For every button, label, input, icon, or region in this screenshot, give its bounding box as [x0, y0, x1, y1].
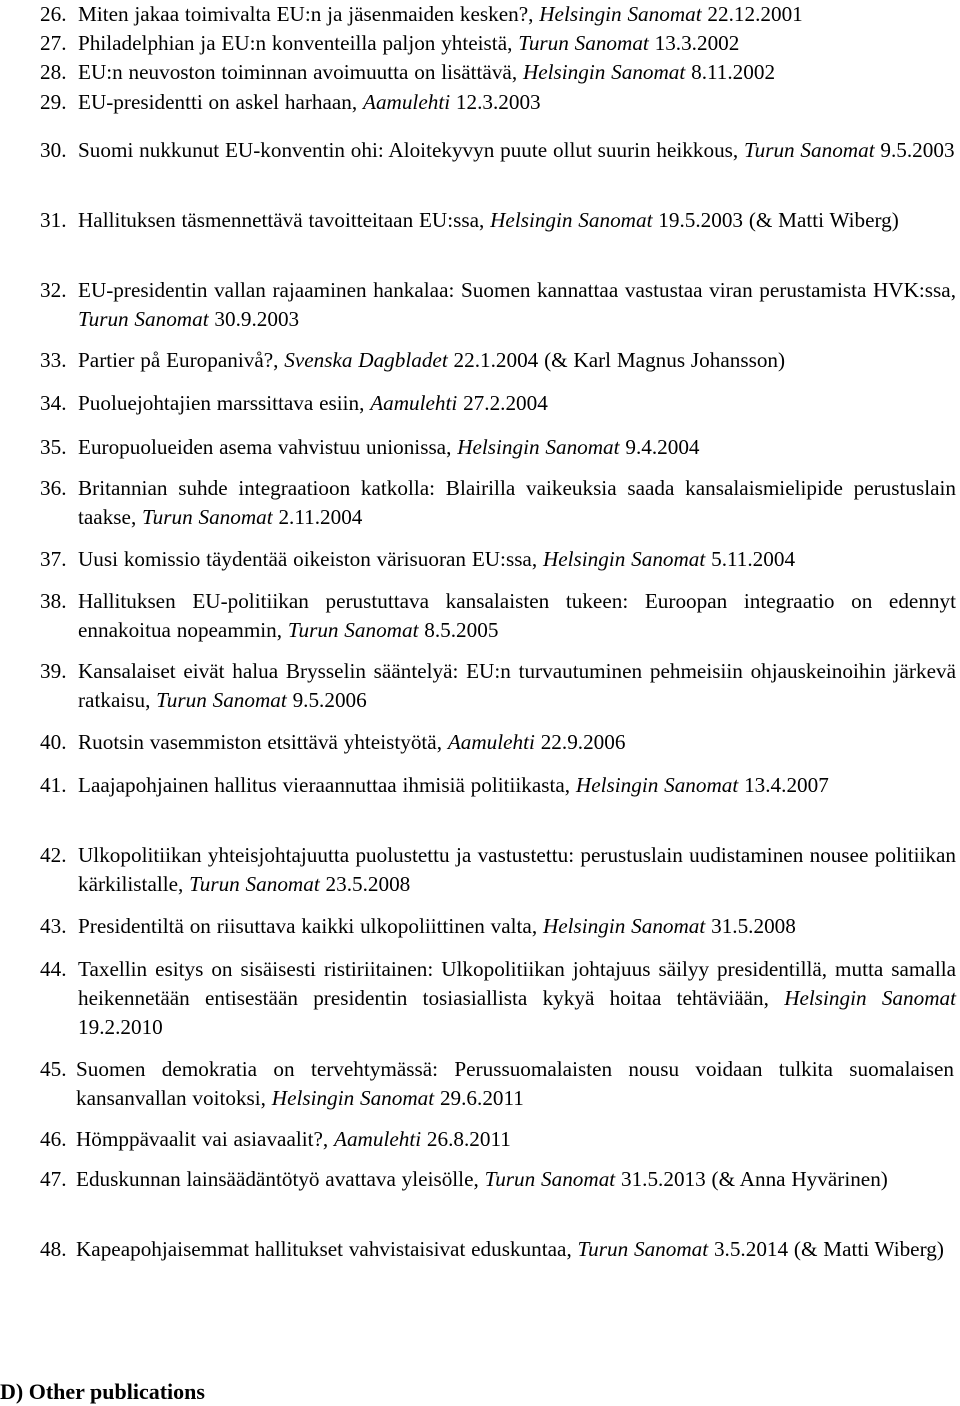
- item-title: EU:n neuvoston toiminnan avoimuutta on lisättävä,: [78, 60, 523, 84]
- item-date: 30.9.2003: [208, 307, 300, 331]
- item-number: 35.: [40, 435, 67, 459]
- item-source: Helsingin Sanomat: [575, 773, 739, 797]
- item-number: 44.: [40, 957, 67, 981]
- list-item: [40, 29, 956, 58]
- item-date: 22.1.2004 (& Karl Magnus Johansson): [447, 348, 786, 372]
- item-date: 26.8.2011: [421, 1127, 511, 1151]
- item-number: 41.: [40, 773, 67, 797]
- item-date: 22.12.2001: [701, 2, 803, 26]
- item-source: Helsingin Sanomat: [542, 914, 706, 938]
- item-title: Hömppävaalit vai asiavaalit?,: [76, 1127, 335, 1151]
- list-item: [40, 587, 956, 645]
- item-number: 34.: [40, 391, 67, 415]
- list-item: [40, 389, 956, 418]
- item-date: 5.11.2004: [705, 547, 796, 571]
- list-item: [40, 474, 956, 532]
- item-number: 38.: [40, 589, 67, 613]
- list-item: [40, 206, 956, 235]
- item-title: Hallituksen EU-politiikan perustuttava kansalaisten tukeen: Euroopan integraatio on edennyt ennakoitua nopeammin,: [78, 589, 956, 642]
- item-source: Helsingin Sanomat: [490, 208, 653, 232]
- item-date: 9.4.2004: [619, 435, 700, 459]
- list-item: [40, 1165, 954, 1194]
- item-number: 33.: [40, 348, 67, 372]
- item-date: 22.9.2006: [534, 730, 626, 754]
- item-number: 47.: [40, 1167, 67, 1191]
- item-number: 40.: [40, 730, 67, 754]
- item-title: Laajapohjainen hallitus vieraannuttaa ihmisiä politiikasta,: [78, 773, 576, 797]
- item-date: 23.5.2008: [319, 872, 411, 896]
- item-title: EU-presidentin vallan rajaaminen hankalaa: Suomen kannattaa vastustaa viran perustamista HVK:ssa,: [78, 278, 956, 302]
- item-source: Helsingin Sanomat: [522, 60, 686, 84]
- item-date: 19.5.2003 (& Matti Wiberg): [652, 208, 899, 232]
- item-date: 13.4.2007: [738, 773, 829, 797]
- list-item: [40, 841, 956, 899]
- item-title: Taxellin esitys on sisäisesti ristiriitainen: Ulkopolitiikan johtajuus säilyy presidentillä, mutta samalla heikennetään entisestään presidentin tosiasiallista kykyä hoitaa tehtäviään,: [78, 957, 956, 1010]
- item-number: 27.: [40, 31, 67, 55]
- list-item: [40, 433, 956, 462]
- list-item: [40, 728, 956, 757]
- list-item: [40, 1235, 954, 1264]
- item-number: 43.: [40, 914, 67, 938]
- item-date: 2.11.2004: [272, 505, 363, 529]
- item-number: 36.: [40, 476, 67, 500]
- item-number: 46.: [40, 1127, 67, 1151]
- item-date: 8.5.2005: [418, 618, 499, 642]
- list-item: [40, 1125, 954, 1154]
- item-title: Suomi nukkunut EU-konventin ohi: Aloitekyvyn puute ollut suurin heikkous,: [78, 138, 744, 162]
- item-number: 28.: [40, 60, 67, 84]
- item-date: 12.3.2003: [450, 90, 541, 114]
- list-item: [40, 955, 956, 1042]
- item-source: Turun Sanomat: [156, 688, 287, 712]
- item-title: Europuolueiden asema vahvistuu unionissa,: [78, 435, 458, 459]
- item-title: Philadelphian ja EU:n konventeilla paljon yhteistä,: [78, 31, 519, 55]
- item-source: Aamulehti: [370, 391, 458, 415]
- item-title: Eduskunnan lainsäädäntötyö avattava yleisölle,: [76, 1167, 485, 1191]
- item-number: 30.: [40, 138, 67, 162]
- list-item: [40, 58, 956, 87]
- item-title: Ulkopolitiikan yhteisjohtajuutta puolustettu ja vastustettu: perustuslain uudistaminen nousee politiikan kärkilistalle,: [78, 843, 956, 896]
- item-title: Britannian suhde integraatioon katkolla: Blairilla vaikeuksia saada kansalaismielipide perustuslain taakse,: [78, 476, 956, 529]
- item-date: 9.5.2006: [286, 688, 367, 712]
- item-source: Turun Sanomat: [189, 872, 320, 896]
- item-date: 9.5.2003: [874, 138, 955, 162]
- item-number: 37.: [40, 547, 67, 571]
- item-source: Aamulehti: [447, 730, 535, 754]
- list-item: [40, 1055, 954, 1113]
- item-date: 3.5.2014 (& Matti Wiberg): [708, 1237, 944, 1261]
- item-title: Kapeapohjaisemmat hallitukset vahvistaisivat eduskuntaa,: [76, 1237, 578, 1261]
- item-title: Partier på Europanivå?,: [78, 348, 285, 372]
- item-source: Helsingin Sanomat: [457, 435, 620, 459]
- item-title: Hallituksen täsmennettävä tavoitteitaan EU:ssa,: [78, 208, 491, 232]
- list-item: [40, 657, 956, 715]
- item-source: Turun Sanomat: [577, 1237, 709, 1261]
- item-source: Helsingin Sanomat: [784, 986, 956, 1010]
- item-number: 31.: [40, 208, 67, 232]
- item-number: 48.: [40, 1237, 67, 1261]
- item-source: Turun Sanomat: [142, 505, 273, 529]
- item-number: 32.: [40, 278, 67, 302]
- item-title: Suomen demokratia on tervehtymässä: Perussuomalaisten nousu voidaan tulkita suomalaisen kansanvallan voitoksi,: [76, 1057, 954, 1110]
- item-title: Ruotsin vasemmiston etsittävä yhteistyötä,: [78, 730, 448, 754]
- item-date: 31.5.2013 (& Anna Hyvärinen): [615, 1167, 888, 1191]
- list-item: [40, 771, 956, 800]
- item-title: Presidentiltä on riisuttava kaikki ulkopoliittinen valta,: [78, 914, 543, 938]
- item-title: Puoluejohtajien marssittava esiin,: [78, 391, 371, 415]
- item-source: Turun Sanomat: [78, 307, 209, 331]
- list-item: [40, 912, 956, 941]
- item-number: 45.: [40, 1057, 67, 1081]
- item-date: 19.2.2010: [78, 1015, 163, 1039]
- item-source: Helsingin Sanomat: [542, 547, 706, 571]
- item-date: 31.5.2008: [705, 914, 796, 938]
- item-source: Svenska Dagbladet: [284, 348, 448, 372]
- item-date: 27.2.2004: [457, 391, 548, 415]
- item-source: Aamulehti: [363, 90, 451, 114]
- item-title: Uusi komissio täydentää oikeiston värisuoran EU:ssa,: [78, 547, 543, 571]
- item-number: 26.: [40, 2, 67, 26]
- list-item: [40, 545, 956, 574]
- item-number: 29.: [40, 90, 67, 114]
- item-source: Turun Sanomat: [287, 618, 419, 642]
- list-item: [40, 346, 956, 375]
- item-number: 42.: [40, 843, 67, 867]
- item-date: 13.3.2002: [648, 31, 740, 55]
- item-date: 29.6.2011: [434, 1086, 524, 1110]
- item-source: Helsingin Sanomat: [539, 2, 702, 26]
- section-heading: D) Other publications: [0, 1379, 205, 1404]
- item-source: Helsingin Sanomat: [271, 1086, 435, 1110]
- item-title: Kansalaiset eivät halua Brysselin sääntelyä: EU:n turvautuminen pehmeisiin ohjauskeinoihin järkevä ratkaisu,: [78, 659, 956, 712]
- item-source: Turun Sanomat: [484, 1167, 616, 1191]
- item-title: Miten jakaa toimivalta EU:n ja jäsenmaiden kesken?,: [78, 2, 540, 26]
- list-item: [40, 276, 956, 334]
- item-source: Turun Sanomat: [518, 31, 649, 55]
- item-title: EU-presidentti on askel harhaan,: [78, 90, 363, 114]
- item-date: 8.11.2002: [685, 60, 776, 84]
- list-item: [40, 136, 956, 165]
- item-source: Turun Sanomat: [744, 138, 875, 162]
- list-item: [40, 0, 956, 29]
- item-number: 39.: [40, 659, 67, 683]
- item-source: Aamulehti: [334, 1127, 422, 1151]
- list-item: [40, 88, 956, 117]
